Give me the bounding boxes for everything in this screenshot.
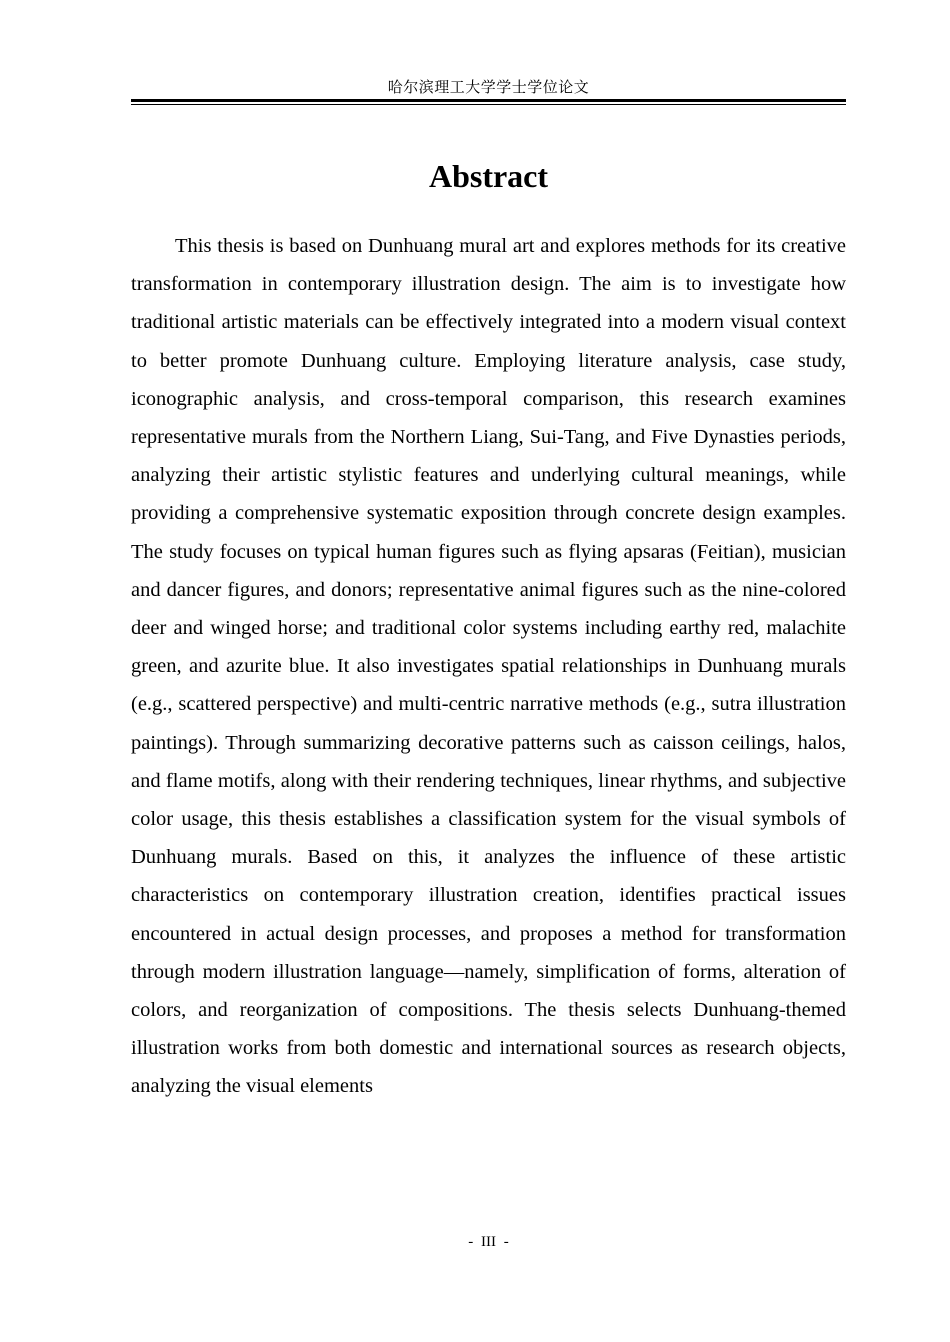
abstract-paragraph: This thesis is based on Dunhuang mural art and explores methods for its creative transformation in contemporary illustration design. The aim is to investigate how traditional artistic materials can be effectively integrated into a modern visual context to better promote Dunhuang culture. Employing literature analysis, case study, iconographic analysis, and cross-temporal comparison, this research examines representative murals from the Northern Liang, Sui-Tang, and Five Dynasties periods, analyzing their artistic stylistic features and underlying cultural meanings, while providing a comprehensive systematic exposition through concrete design examples. The study focuses on typical human figures such as flying apsaras (Feitian), musician and dancer figures, and donors; representative animal figures such as the nine-colored deer and winged horse; and traditional color systems including earthy red, malachite green, and azurite blue. It also investigates spatial relationships in Dunhuang murals (e.g., scattered perspective) and multi-centric narrative methods (e.g., sutra illustration paintings). Through summarizing decorative patterns such as caisson ceilings, halos, and flame motifs, along with their rendering techniques, linear rhythms, and subjective color usage, this thesis establishes a classification system for the visual symbols of Dunhuang murals. Based on this, it analyzes the influence of these artistic characteristics on contemporary illustration creation, identifies practical issues encountered in actual design processes, and proposes a method for transformation through modern illustration language—namely, simplification of forms, alteration of colors, and reorganization of compositions. The thesis selects Dunhuang-themed illustration works from both domestic and international sources as research objects, analyzing the visual elements bbox=[131, 235, 846, 1098]
section-title: Abstract bbox=[428, 158, 549, 194]
running-header-title: 哈尔滨理工大学学士学位论文 bbox=[387, 80, 590, 96]
header-rule-thin bbox=[131, 104, 846, 105]
header-rule-thick bbox=[131, 99, 846, 102]
page-number: - III - bbox=[468, 1234, 509, 1250]
